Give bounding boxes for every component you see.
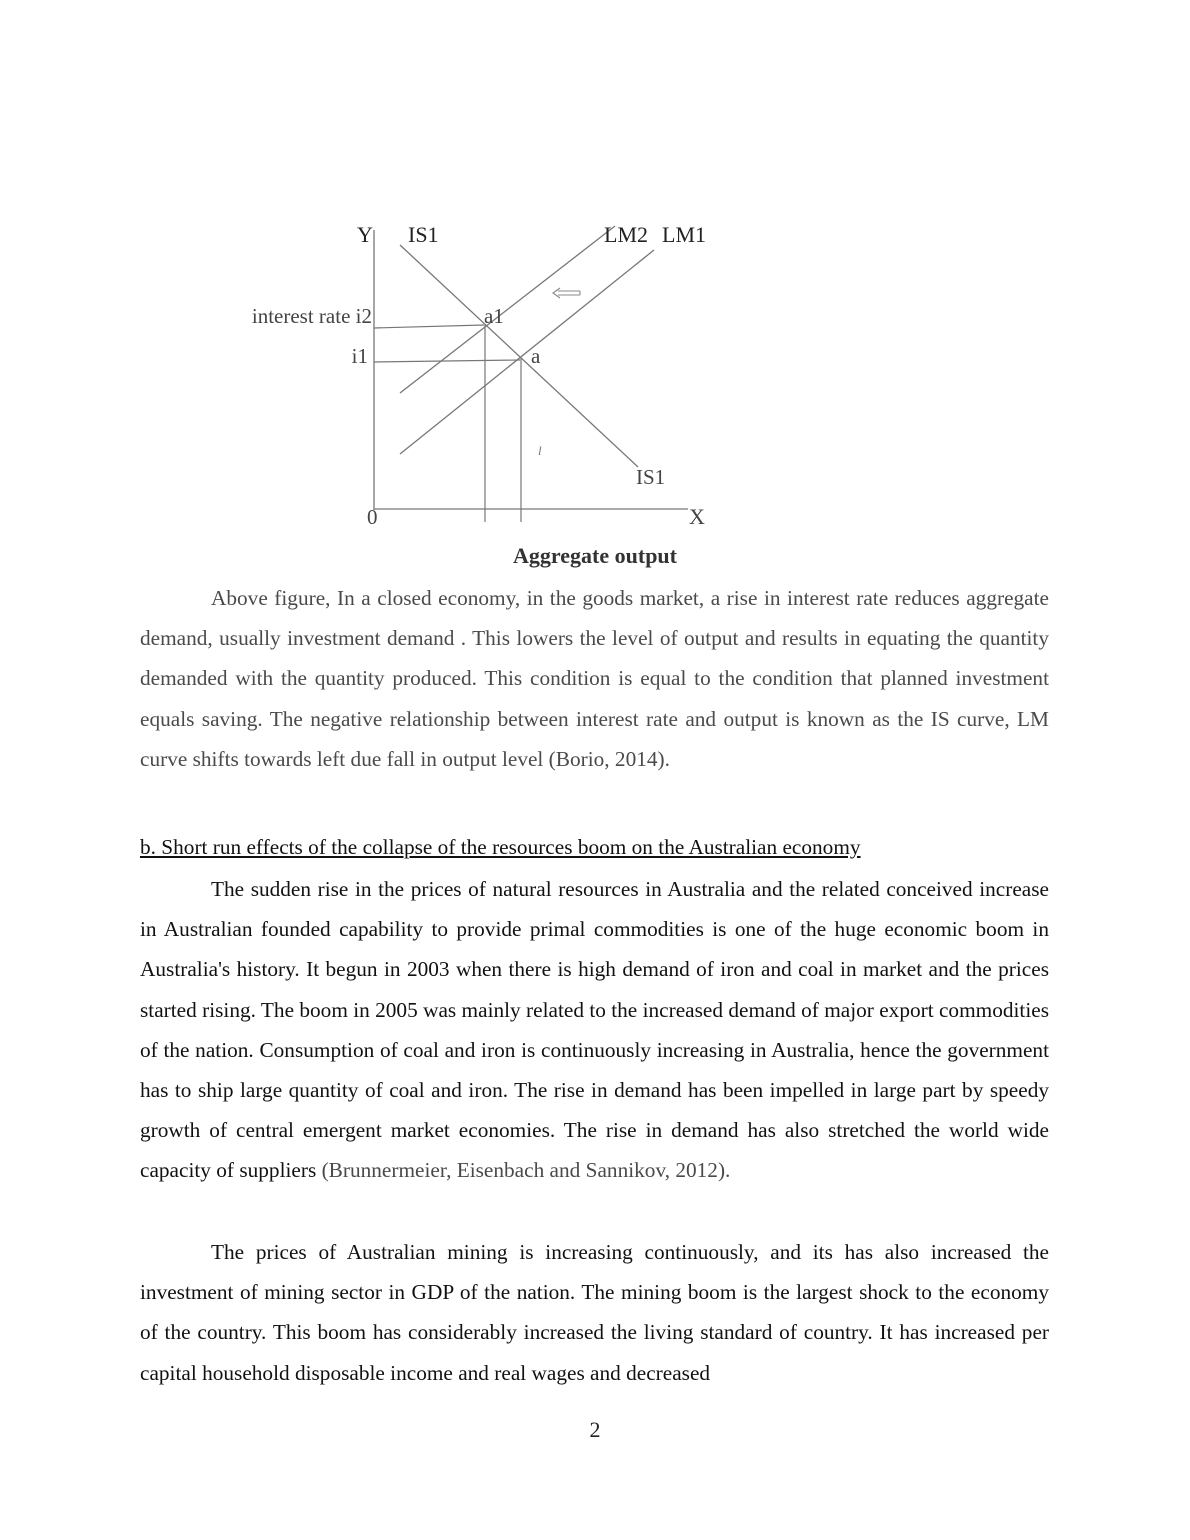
- is1-bottom-label: IS1: [636, 465, 666, 489]
- i1-label: i1: [351, 344, 368, 368]
- a-label: a: [531, 344, 541, 368]
- paragraph-mining-prices: The prices of Australian mining is increasing continuously, and its has also increased the investment of mining sector in GDP of the nation. The mining boom is the largest shock to the economy of the country. This boom has considerably increased the living standard of country. It has increased per capital household disposable income and real wages and decreased: [140, 1240, 1049, 1385]
- page-number: 2: [589, 1417, 601, 1442]
- paragraph-figure-explanation: Above figure, In a closed economy, in the goods market, a rise in interest rate reduces aggregate demand, usually investment demand . This lowers the level of output and results in equating the quantity demanded with the quantity produced. This condition is equal to the condition that planned investment equals saving. The negative relationship between interest rate and output is known as the IS curve, LM curve shifts towards left due fall in output level (Borio, 2014).: [140, 586, 1049, 771]
- lm1-label: LM1: [662, 222, 706, 247]
- left-shift-arrow-icon: [553, 288, 580, 298]
- lm2-label: LM2: [604, 222, 648, 247]
- is1-curve: [400, 245, 638, 467]
- i2-guide-line: [374, 325, 484, 328]
- i2-label: interest rate i2: [251, 304, 372, 328]
- is1-top-label: IS1: [408, 222, 439, 247]
- origin-label: 0: [367, 505, 378, 529]
- figure-caption: Aggregate output: [513, 543, 677, 568]
- a1-label: a1: [484, 304, 504, 328]
- is-lm-figure: [0, 0, 1190, 580]
- citation: (Brunnermeier, Eisenbach and Sannikov, 2012).: [321, 1158, 731, 1183]
- section-heading: b. Short run effects of the collapse of the resources boom on the Australian economy: [140, 835, 861, 859]
- paragraph-resources-boom: [140, 869, 1049, 1191]
- y-axis-label: Y: [357, 222, 373, 247]
- i1-guide-line: [374, 360, 520, 362]
- small-mark: l: [538, 443, 542, 458]
- paragraph-resources-boom-text: The sudden rise in the prices of natural resources in Australia and the related conceived increase in Australian founded capability to provide primal commodities is one of the huge economic boom in Australia's history. It begun in 2003 when there is high demand of iron and coal in market and the prices started rising. The boom in 2005 was mainly related to the increased demand of major export commodities of the nation. Consumption of coal and iron is continuously increasing in Australia, hence the government has to ship large quantity of coal and iron. The rise in demand has been impelled in large part by speedy growth of central emergent market economies. The rise in demand has also stretched the world wide capacity of suppliers: [140, 877, 1049, 1183]
- x-axis-label: X: [689, 504, 705, 529]
